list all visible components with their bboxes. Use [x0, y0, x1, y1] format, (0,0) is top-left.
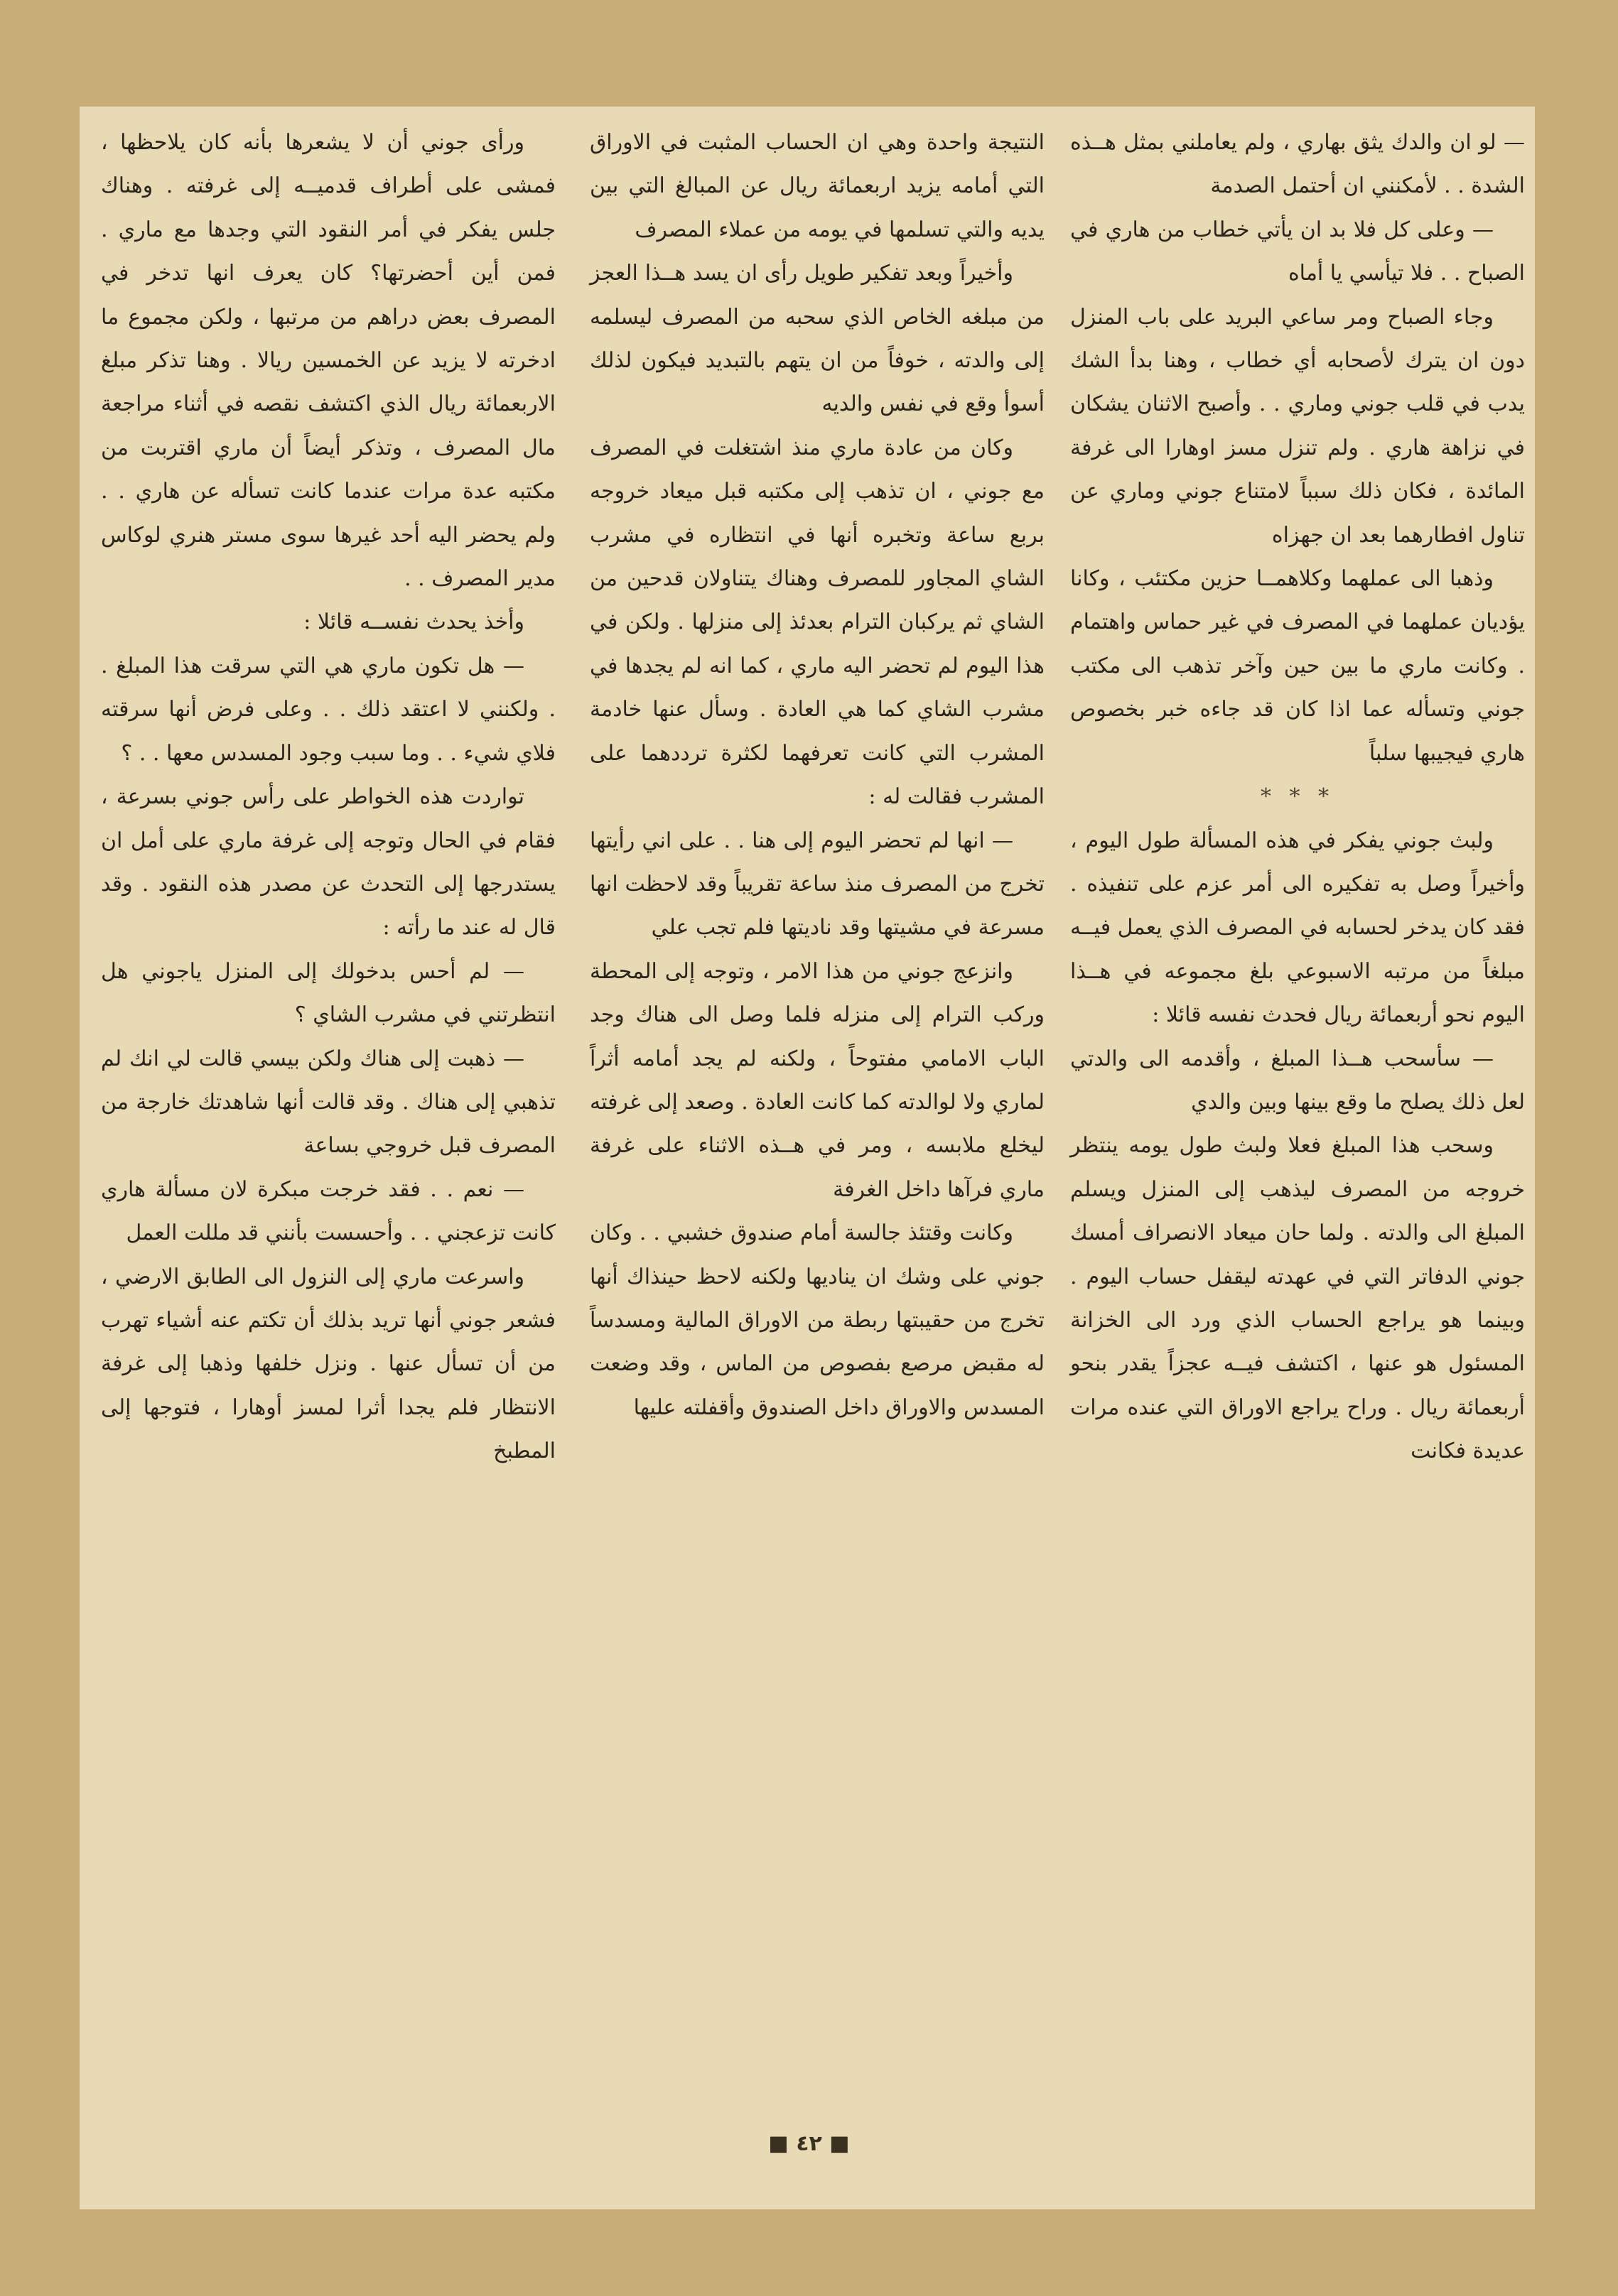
magazine-page	[80, 107, 1535, 2209]
paragraph: واسرعت ماري إلى النزول الى الطابق الارضي ، فشعر جوني أنها تريد بذلك أن تكتم عنه أشياء تهرب من أن تسأل عنها . ونزل خلفها وذهبا إلى غرفة الانتظار فلم يجدا أثرا لمسز أوهارا ، فتوجها إلى المطبخ	[101, 1264, 556, 1464]
paragraph: وكان من عادة ماري منذ اشتغلت في المصرف مع جوني ، ان تذهب إلى مكتبه قبل ميعاد خروجه بربع ساعة وتخبره أنها في انتظاره في مشرب الشاي المجاور للمصرف وهناك يتناولان قدحين من الشاي ثم يركبان الترام بعدئذ إلى منزلها . ولكن في هذا اليوم لم تحضر اليه ماري ، كما انه لم يجدها في مشرب الشاي كما هي العادة . وسأل عنها خادمة المشرب التي كانت تعرفهما لكثرة ترددهما على المشرب فقالت له :	[590, 435, 1045, 810]
paragraph: تواردت هذه الخواطر على رأس جوني بسرعة ، فقام في الحال وتوجه إلى غرفة ماري على أمل ان يستدرجها إلى التحدث عن مصدر هذه النقود . وقد قال له عند ما رأته :	[101, 784, 556, 941]
paragraph: — لم أحس بدخولك إلى المنزل ياجوني هل انتظرتني في مشرب الشاي ؟	[101, 958, 556, 1028]
paragraph: — هل تكون ماري هي التي سرقت هذا المبلغ . . ولكنني لا اعتقد ذلك . . وعلى فرض أنها سرقته فلاي شيء . . وما سبب وجود المسدس معها . . ؟	[101, 653, 556, 766]
paragraph: وكانت وقتئذ جالسة أمام صندوق خشبي . . وكان جوني على وشك ان يناديها ولكنه لاحظ حينذاك أنها تخرج من حقيبتها ربطة من الاوراق المالية ومسدساً له مقبض مرصع بفصوص من الماس ، وقد وضعت المسدس والاوراق داخل الصندوق وأقفلته عليها	[590, 1220, 1045, 1420]
paragraph: وأخيراً وبعد تفكير طويل رأى ان يسد هــذا العجز من مبلغه الخاص الذي سحبه من المصرف ليسلمه إلى والدته ، خوفاً من ان يتهم بالتبديد فيكون لذلك أسوأ وقع في نفس والديه	[590, 261, 1045, 417]
paragraph: ورأى جوني أن لا يشعرها بأنه كان يلاحظها ، فمشى على أطراف قدميــه إلى غرفته . وهناك جلس يفكر في أمر النقود التي وجدها مع ماري . فمن أين أحضرتها؟ كان يعرف انها تدخر في المصرف بعض دراهم من مرتبها ، ولكن مجموع ما ادخرته لا يزيد عن الخمسين ريالا . وهنا تذكر مبلغ الاربعمائة ريال الذي اكتشف نقصه في أثناء مراجعة مال المصرف ، وتذكر أيضاً أن ماري اقتربت من مكتبه عدة مرات عندما كانت تسأله عن هاري . . ولم يحضر اليه أحد غيرها سوى مستر هنري لوكاس مدير المصرف . .	[101, 130, 556, 592]
text-column-right	[1070, 121, 1525, 1473]
paragraph: وجاء الصباح ومر ساعي البريد على باب المنزل دون ان يترك لأصحابه أي خطاب ، وهنا بدأ الشك يدب في قلب جوني وماري . . وأصبح الاثنان يشكان في نزاهة هاري . ولم تنزل مسز اوهارا الى غرفة المائدة ، فكان ذلك سبباً لامتناع جوني وماري عن تناول افطارهما بعد ان جهزاه	[1070, 304, 1525, 548]
paragraph: — سأسحب هــذا المبلغ ، وأقدمه الى والدتي لعل ذلك يصلح ما وقع بينها وبين والدي	[1070, 1046, 1525, 1115]
section-separator: * * *	[1260, 784, 1335, 810]
paragraph: — انها لم تحضر اليوم إلى هنا . . على اني رأيتها تخرج من المصرف منذ ساعة تقريباً وقد لاحظت انها مسرعة في مشيتها وقد ناديتها فلم تجب علي	[590, 828, 1045, 941]
paragraph: — ذهبت إلى هناك ولكن بيسي قالت لي انك لم تذهبي إلى هناك . وقد قالت أنها شاهدتك خارجة من المصرف قبل خروجي بساعة	[101, 1046, 556, 1159]
paragraph: وانزعج جوني من هذا الامر ، وتوجه إلى المحطة وركب الترام إلى منزله فلما وصل الى هناك وجد الباب الامامي مفتوحاً ، ولكنه لم يجد أمامه أثراً لماري ولا لوالدته كما كانت العادة . وصعد إلى غرفته ليخلع ملابسه ، ومر في هــذه الاثناء على غرفة ماري فرآها داخل الغرفة	[590, 958, 1045, 1202]
paragraph: — لو ان والدك يثق بهاري ، ولم يعاملني بمثل هــذه الشدة . . لأمكنني ان أحتمل الصدمة	[1070, 130, 1525, 199]
paragraph: النتيجة واحدة وهي ان الحساب المثبت في الاوراق التي أمامه يزيد اربعمائة ريال عن المبالغ التي بين يديه والتي تسلمها في يومه من عملاء المصرف	[590, 130, 1045, 242]
paragraph: — وعلى كل فلا بد ان يأتي خطاب من هاري في الصباح . . فلا تيأسي يا أماه	[1070, 217, 1525, 286]
paragraph: وأخذ يحدث نفســه قائلا :	[303, 610, 524, 635]
paragraph: وسحب هذا المبلغ فعلا ولبث طول يومه ينتظر خروجه من المصرف ليذهب إلى المنزل ويسلم المبلغ الى والدته . ولما حان ميعاد الانصراف أمسك جوني الدفاتر التي في عهدته ليقفل حساب اليوم . وبينما هو يراجع الحساب الذي ورد الى الخزانة المسئول هو عنها ، اكتشف فيــه عجزاً يقدر بنحو أربعمائة ريال . وراح يراجع الاوراق التي عنده مرات عديدة فكانت	[1070, 1133, 1525, 1464]
paragraph: وذهبا الى عملهما وكلاهمــا حزين مكتئب ، وكانا يؤديان عملهما في المصرف في غير حماس واهتمام . وكانت ماري ما بين حين وآخر تذهب الى مكتب جوني وتسأله عما اذا كان قد جاءه خبر بخصوص هاري فيجيبها سلباً	[1070, 566, 1525, 766]
text-column-middle	[590, 121, 1045, 1429]
page-number: ■ ٤٢ ■	[768, 2131, 850, 2156]
text-column-left	[101, 121, 556, 1473]
paragraph: — نعم . . فقد خرجت مبكرة لان مسألة هاري كانت تزعجني . . وأحسست بأنني قد مللت العمل	[101, 1176, 556, 1246]
paragraph: ولبث جوني يفكر في هذه المسألة طول اليوم ، وأخيراً وصل به تفكيره الى أمر عزم على تنفيذه . فقد كان يدخر لحسابه في المصرف الذي يعمل فيــه مبلغاً من مرتبه الاسبوعي بلغ مجموعه في هــذا اليوم نحو أربعمائة ريال فحدث نفسه قائلا :	[1070, 828, 1525, 1028]
